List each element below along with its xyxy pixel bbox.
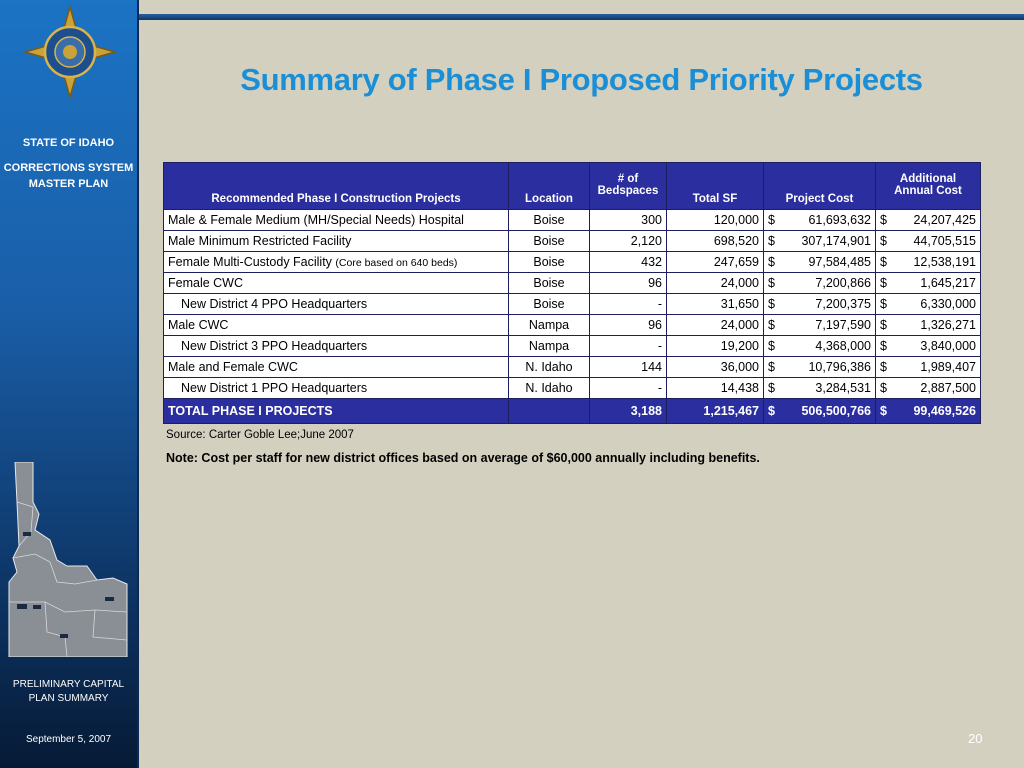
currency-symbol: $ xyxy=(768,213,775,227)
cell-annual-cost xyxy=(876,294,981,315)
cell-location: N. Idaho xyxy=(509,357,590,378)
table-header-row xyxy=(164,163,981,210)
plan-label: CORRECTIONS SYSTEM MASTER PLAN xyxy=(3,162,134,190)
project-name: Male CWC xyxy=(168,318,229,332)
total-location xyxy=(509,399,590,424)
project-cost-value: 61,693,632 xyxy=(808,213,871,227)
table-row xyxy=(164,357,981,378)
cell-project xyxy=(164,273,509,294)
currency-symbol: $ xyxy=(768,339,775,353)
currency-symbol: $ xyxy=(768,318,775,332)
cell-project-cost xyxy=(764,315,876,336)
cell-total-sf: 120,000 xyxy=(667,210,764,231)
date-label: September 5, 2007 xyxy=(25,734,112,745)
total-row xyxy=(164,399,981,424)
annual-cost-value: 24,207,425 xyxy=(913,213,976,227)
project-name: Male Minimum Restricted Facility xyxy=(168,234,352,248)
source-note: Source: Carter Goble Lee;June 2007 xyxy=(166,429,354,441)
currency-symbol: $ xyxy=(768,234,775,248)
cell-bedspaces: - xyxy=(590,294,667,315)
project-name: New District 3 PPO Headquarters xyxy=(181,339,368,353)
table-row xyxy=(164,210,981,231)
cell-project-cost xyxy=(764,294,876,315)
currency-symbol: $ xyxy=(768,381,775,395)
currency-symbol: $ xyxy=(768,276,775,290)
cell-bedspaces: 96 xyxy=(590,315,667,336)
table-row xyxy=(164,252,981,273)
currency-symbol: $ xyxy=(768,297,775,311)
project-name: Female CWC xyxy=(168,276,244,290)
project-name: Male & Female Medium (MH/Special Needs) Hospital xyxy=(168,213,464,227)
cell-location: Nampa xyxy=(509,315,590,336)
cell-bedspaces: 2,120 xyxy=(590,231,667,252)
cell-annual-cost xyxy=(876,252,981,273)
cell-bedspaces: 96 xyxy=(590,273,667,294)
annual-cost-value: 1,645,217 xyxy=(920,276,976,290)
annual-cost-value: 44,705,515 xyxy=(913,234,976,248)
currency-symbol: $ xyxy=(880,318,887,332)
department-seal-icon xyxy=(20,5,120,100)
cell-project-cost xyxy=(764,336,876,357)
cell-annual-cost xyxy=(876,231,981,252)
table-row xyxy=(164,273,981,294)
cell-project-cost xyxy=(764,252,876,273)
cell-annual-cost xyxy=(876,357,981,378)
cell-project-cost xyxy=(764,378,876,399)
table-row xyxy=(164,294,981,315)
project-name: New District 1 PPO Headquarters xyxy=(181,381,368,395)
total-cost-value: 506,500,766 xyxy=(801,404,871,418)
header-total-sf: Total SF xyxy=(667,163,764,210)
cell-location: Boise xyxy=(509,210,590,231)
cell-bedspaces: 144 xyxy=(590,357,667,378)
header-bedspaces: # of Bedspaces xyxy=(590,163,667,210)
currency-symbol: $ xyxy=(880,381,887,395)
cell-bedspaces: - xyxy=(590,336,667,357)
cell-project-cost xyxy=(764,210,876,231)
page-title: Summary of Phase I Proposed Priority Projects xyxy=(240,62,923,97)
currency-symbol: $ xyxy=(880,404,887,418)
cell-location: N. Idaho xyxy=(509,378,590,399)
cell-bedspaces: - xyxy=(590,378,667,399)
project-note: (Core based on 640 beds) xyxy=(335,257,458,269)
cell-location: Boise xyxy=(509,252,590,273)
currency-symbol: $ xyxy=(768,255,775,269)
cell-annual-cost xyxy=(876,273,981,294)
cell-total-sf: 19,200 xyxy=(667,336,764,357)
cell-annual-cost xyxy=(876,336,981,357)
currency-symbol: $ xyxy=(880,213,887,227)
projects-table xyxy=(163,162,981,424)
total-sf: 1,215,467 xyxy=(667,399,764,424)
cell-annual-cost xyxy=(876,210,981,231)
currency-symbol: $ xyxy=(880,360,887,374)
currency-symbol: $ xyxy=(880,234,887,248)
cell-total-sf: 24,000 xyxy=(667,273,764,294)
cell-location: Boise xyxy=(509,273,590,294)
header-annual-cost: Additional Annual Cost xyxy=(876,163,981,210)
page-number: 20 xyxy=(968,731,983,746)
cell-total-sf: 24,000 xyxy=(667,315,764,336)
cell-project xyxy=(164,231,509,252)
cell-project xyxy=(164,378,509,399)
currency-symbol: $ xyxy=(880,255,887,269)
cell-bedspaces: 432 xyxy=(590,252,667,273)
cell-project-cost xyxy=(764,273,876,294)
cell-project-cost xyxy=(764,357,876,378)
table-row xyxy=(164,378,981,399)
project-name: Female Multi-Custody Facility xyxy=(168,255,332,269)
cell-total-sf: 698,520 xyxy=(667,231,764,252)
project-cost-value: 10,796,386 xyxy=(808,360,871,374)
cell-project xyxy=(164,294,509,315)
project-name: Male and Female CWC xyxy=(168,360,298,374)
cell-project xyxy=(164,336,509,357)
table-row xyxy=(164,336,981,357)
total-bedspaces: 3,188 xyxy=(590,399,667,424)
cell-location: Boise xyxy=(509,294,590,315)
annual-cost-value: 1,326,271 xyxy=(920,318,976,332)
table-row xyxy=(164,315,981,336)
cell-total-sf: 247,659 xyxy=(667,252,764,273)
header-location: Location xyxy=(509,163,590,210)
cell-location: Nampa xyxy=(509,336,590,357)
currency-symbol: $ xyxy=(880,297,887,311)
annual-cost-value: 6,330,000 xyxy=(920,297,976,311)
project-cost-value: 307,174,901 xyxy=(801,234,871,248)
currency-symbol: $ xyxy=(768,360,775,374)
cell-total-sf: 36,000 xyxy=(667,357,764,378)
state-label: STATE OF IDAHO xyxy=(22,137,115,149)
project-cost-value: 3,284,531 xyxy=(815,381,871,395)
cell-location: Boise xyxy=(509,231,590,252)
cell-annual-cost xyxy=(876,378,981,399)
annual-cost-value: 1,989,407 xyxy=(920,360,976,374)
project-cost-value: 7,200,866 xyxy=(815,276,871,290)
cell-project xyxy=(164,315,509,336)
table-row xyxy=(164,231,981,252)
project-name: New District 4 PPO Headquarters xyxy=(181,297,368,311)
total-project-cost xyxy=(764,399,876,424)
total-annual-value: 99,469,526 xyxy=(913,404,976,418)
annual-cost-value: 12,538,191 xyxy=(913,255,976,269)
header-project: Recommended Phase I Construction Projects xyxy=(164,163,509,210)
project-cost-value: 7,200,375 xyxy=(815,297,871,311)
idaho-map-icon xyxy=(5,462,130,657)
currency-symbol: $ xyxy=(880,339,887,353)
project-cost-value: 97,584,485 xyxy=(808,255,871,269)
annual-cost-value: 2,887,500 xyxy=(920,381,976,395)
cell-project-cost xyxy=(764,231,876,252)
project-cost-value: 7,197,590 xyxy=(815,318,871,332)
cell-annual-cost xyxy=(876,315,981,336)
total-annual-cost xyxy=(876,399,981,424)
cell-total-sf: 14,438 xyxy=(667,378,764,399)
cell-project xyxy=(164,357,509,378)
cost-note: Note: Cost per staff for new district offices based on average of $60,000 annually including benefits. xyxy=(166,451,760,465)
currency-symbol: $ xyxy=(768,404,775,418)
cell-project xyxy=(164,210,509,231)
annual-cost-value: 3,840,000 xyxy=(920,339,976,353)
cell-project xyxy=(164,252,509,273)
header-project-cost: Project Cost xyxy=(764,163,876,210)
top-rule xyxy=(139,14,1024,20)
project-cost-value: 4,368,000 xyxy=(815,339,871,353)
preliminary-label: PRELIMINARY CAPITAL PLAN SUMMARY xyxy=(12,679,125,704)
currency-symbol: $ xyxy=(880,276,887,290)
cell-total-sf: 31,650 xyxy=(667,294,764,315)
cell-bedspaces: 300 xyxy=(590,210,667,231)
total-label: TOTAL PHASE I PROJECTS xyxy=(164,399,509,424)
sidebar-edge xyxy=(137,0,139,768)
